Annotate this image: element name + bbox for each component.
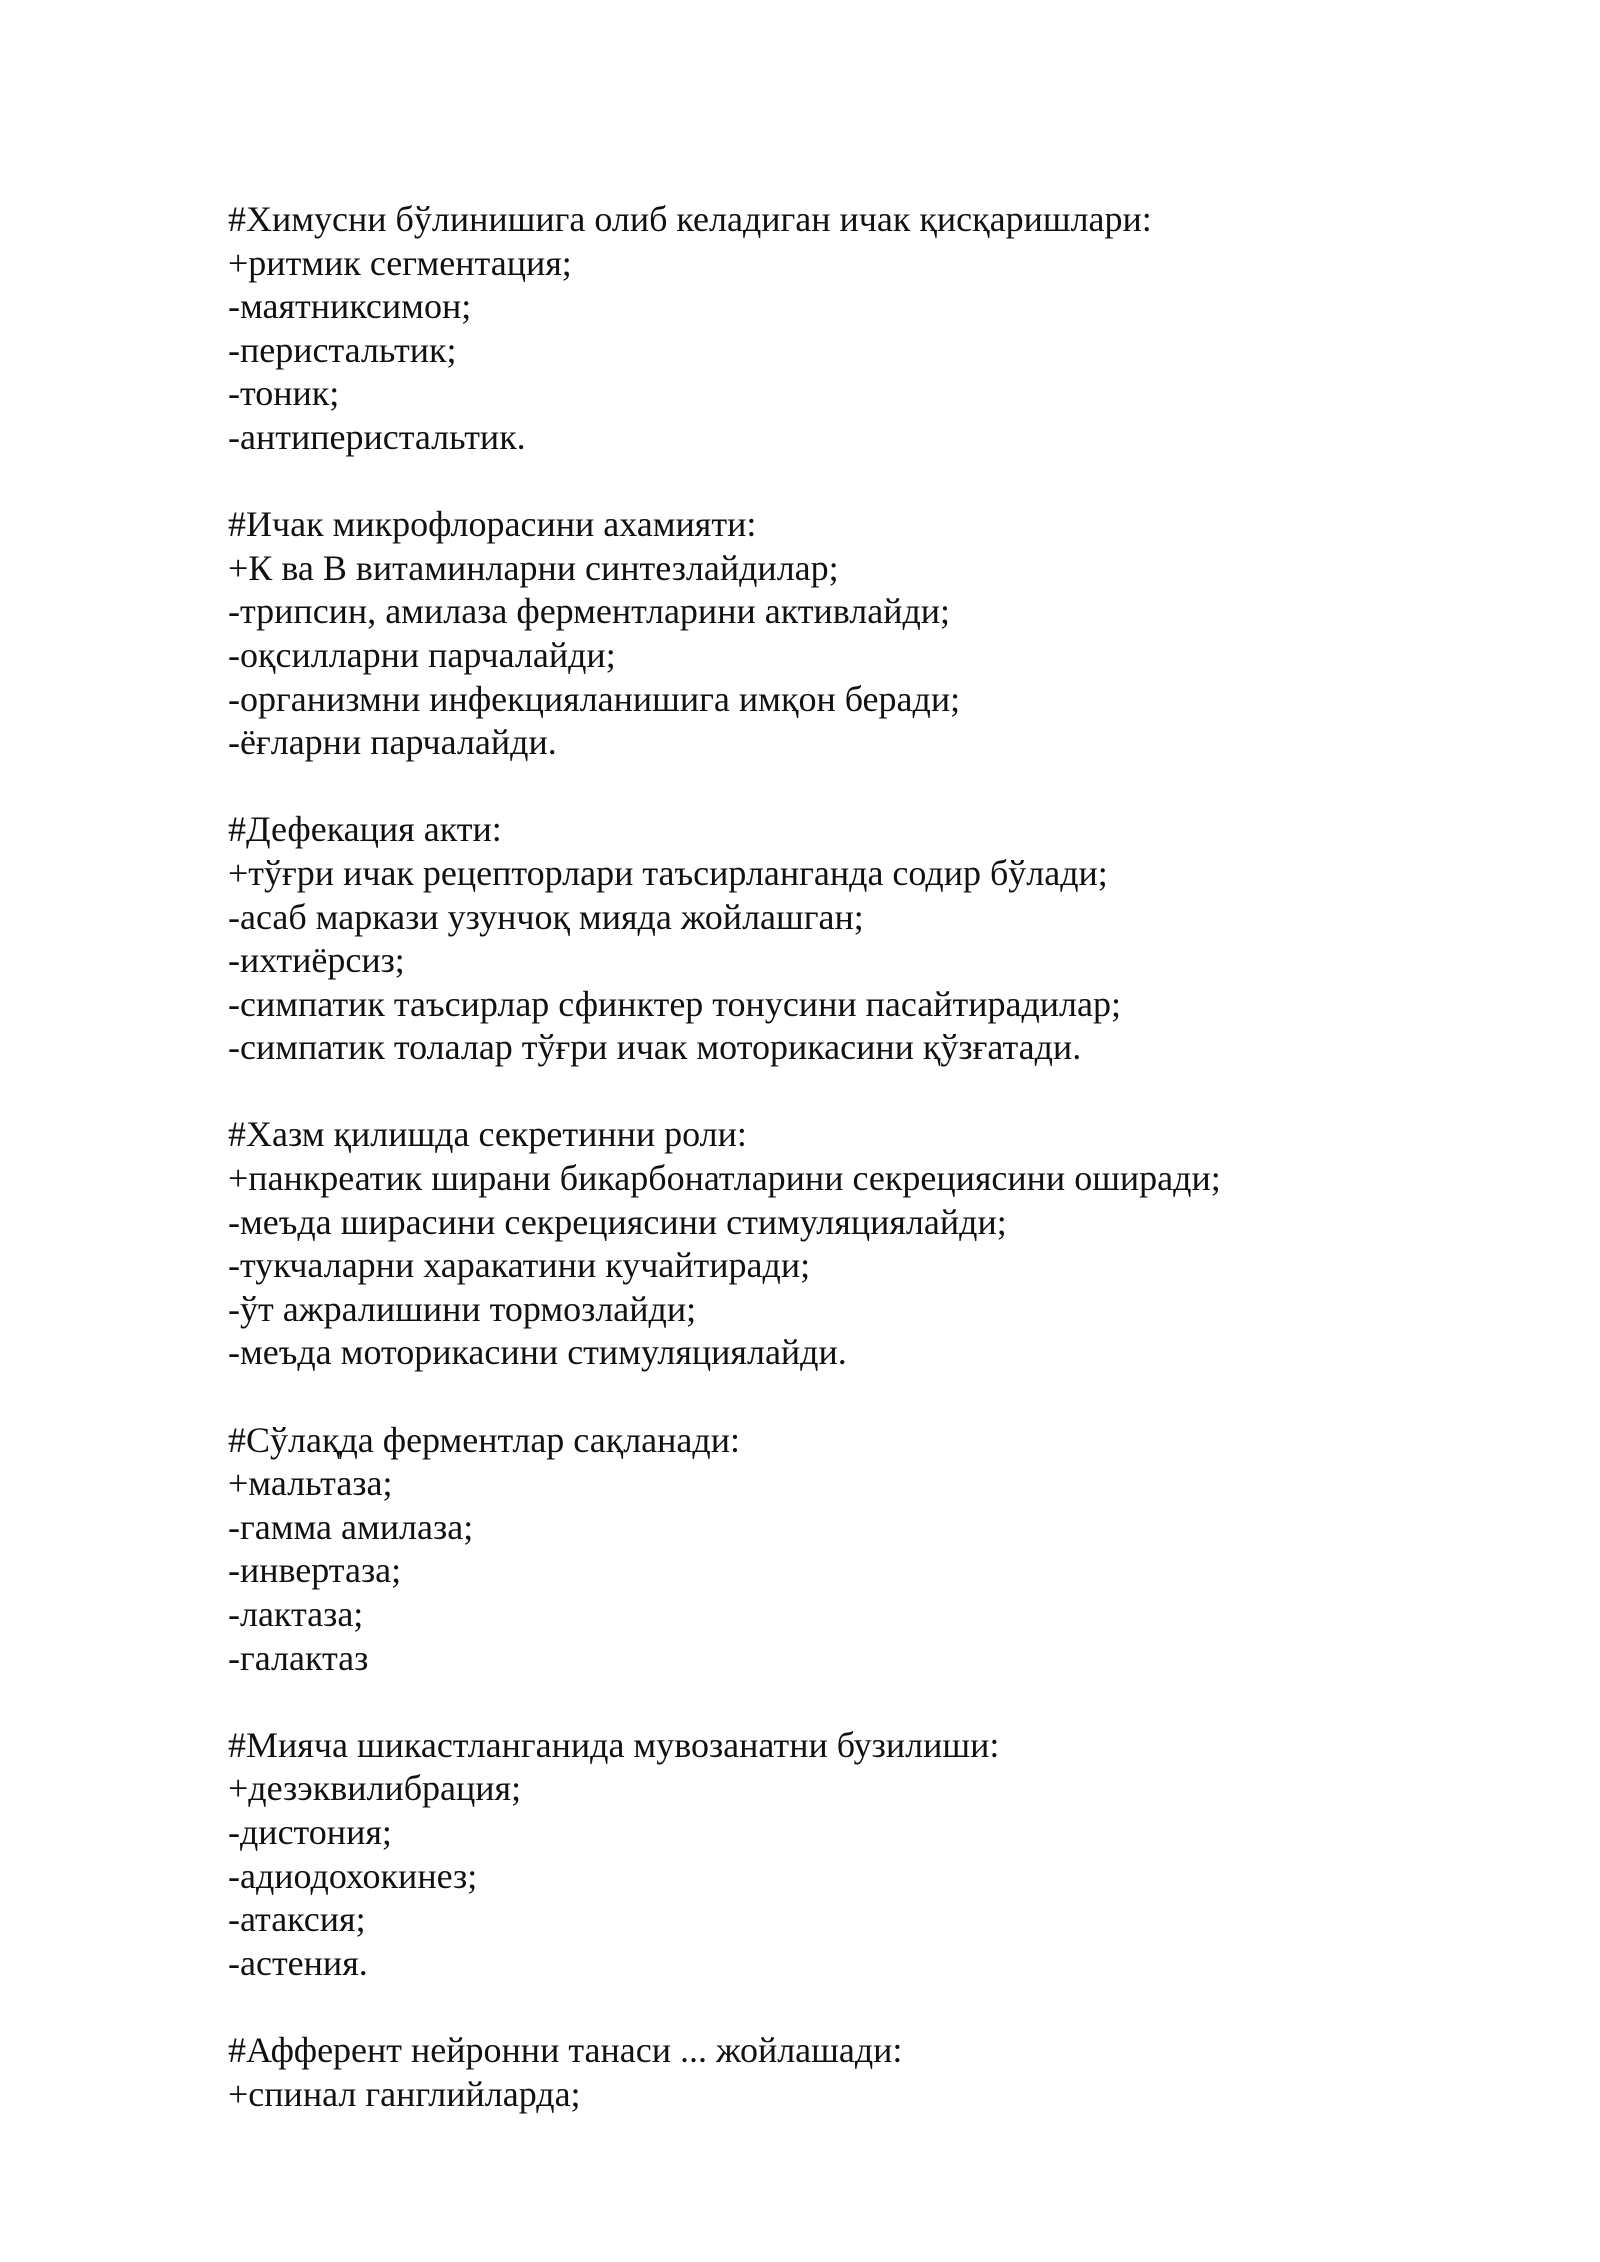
question-text: #Хазм қилишда секретинни роли: (228, 1114, 747, 1155)
answer-option: -оқсилларни парчалайди; (228, 634, 616, 675)
question-block (228, 1113, 1528, 1375)
answer-option: -дистония; (228, 1811, 392, 1852)
answer-option: -асаб маркази узунчоқ мияда жойлашган; (228, 896, 864, 937)
answer-option: +ритмик сегментация; (228, 242, 572, 283)
answer-option: -маятниксимон; (228, 286, 472, 327)
question-text: #Сўлақда ферментлар сақланади: (228, 1419, 740, 1460)
answer-option: -астения. (228, 1942, 368, 1983)
answer-option: -меъда ширасини секрециясини стимуляциялайди; (228, 1201, 1007, 1242)
answer-option: -инвертаза; (228, 1550, 402, 1591)
answer-option: -антиперистальтик. (228, 416, 526, 457)
answer-option: -организмни инфекцияланишига имқон беради; (228, 678, 961, 719)
answer-option: -атаксия; (228, 1899, 366, 1940)
answer-option: -галактаз (228, 1637, 369, 1678)
answer-option: -ўт ажралишини тормозлайди; (228, 1288, 697, 1329)
answer-option: -гамма амилаза; (228, 1506, 474, 1547)
answer-option: -тукчаларни харакатини кучайтиради; (228, 1245, 811, 1286)
answer-option: +К ва В витаминларни синтезлайдилар; (228, 547, 839, 588)
question-text: #Афферент нейронни танаси ... жойлашади: (228, 2029, 903, 2070)
answer-option: +панкреатик ширани бикарбонатларини секрециясини оширади; (228, 1158, 1221, 1199)
question-text: #Мияча шикастланганида мувозанатни бузилиши: (228, 1724, 1000, 1765)
answer-option: -симпатик толалар тўғри ичак моторикасини қўзғатади. (228, 1027, 1082, 1068)
answer-option: -адиодохокинез; (228, 1855, 478, 1896)
question-block (228, 198, 1528, 460)
answer-option: -перистальтик; (228, 329, 457, 370)
answer-option: -тоник; (228, 373, 340, 414)
question-text: #Химусни бўлинишига олиб келадиган ичак қисқаришлари: (228, 199, 1152, 239)
answer-option: -ихтиёрсиз; (228, 940, 405, 981)
answer-option: +спинал ганглийларда; (228, 2073, 581, 2114)
answer-option: -меъда моторикасини стимуляциялайди. (228, 1332, 847, 1373)
answer-option: -симпатик таъсирлар сфинктер тонусини пасайтирадилар; (228, 983, 1122, 1024)
question-block (228, 1419, 1528, 1681)
answer-option: -лактаза; (228, 1594, 364, 1634)
question-block (228, 808, 1528, 1070)
question-block (228, 1724, 1528, 1986)
answer-option: +мальтаза; (228, 1463, 393, 1504)
question-block (228, 503, 1528, 765)
question-text: #Дефекация акти: (228, 809, 502, 850)
answer-option: -ёғларни парчалайди. (228, 722, 557, 763)
answer-option: -трипсин, амилаза ферментларини активлайди; (228, 591, 951, 632)
answer-option: +дезэквилибрация; (228, 1768, 522, 1809)
answer-option: +тўғри ичак рецепторлари таъсирланганда содир бўлади; (228, 852, 1108, 893)
question-block (228, 2029, 1528, 2116)
document-body (228, 198, 1528, 2160)
question-text: #Ичак микрофлорасини ахамияти: (228, 504, 757, 545)
